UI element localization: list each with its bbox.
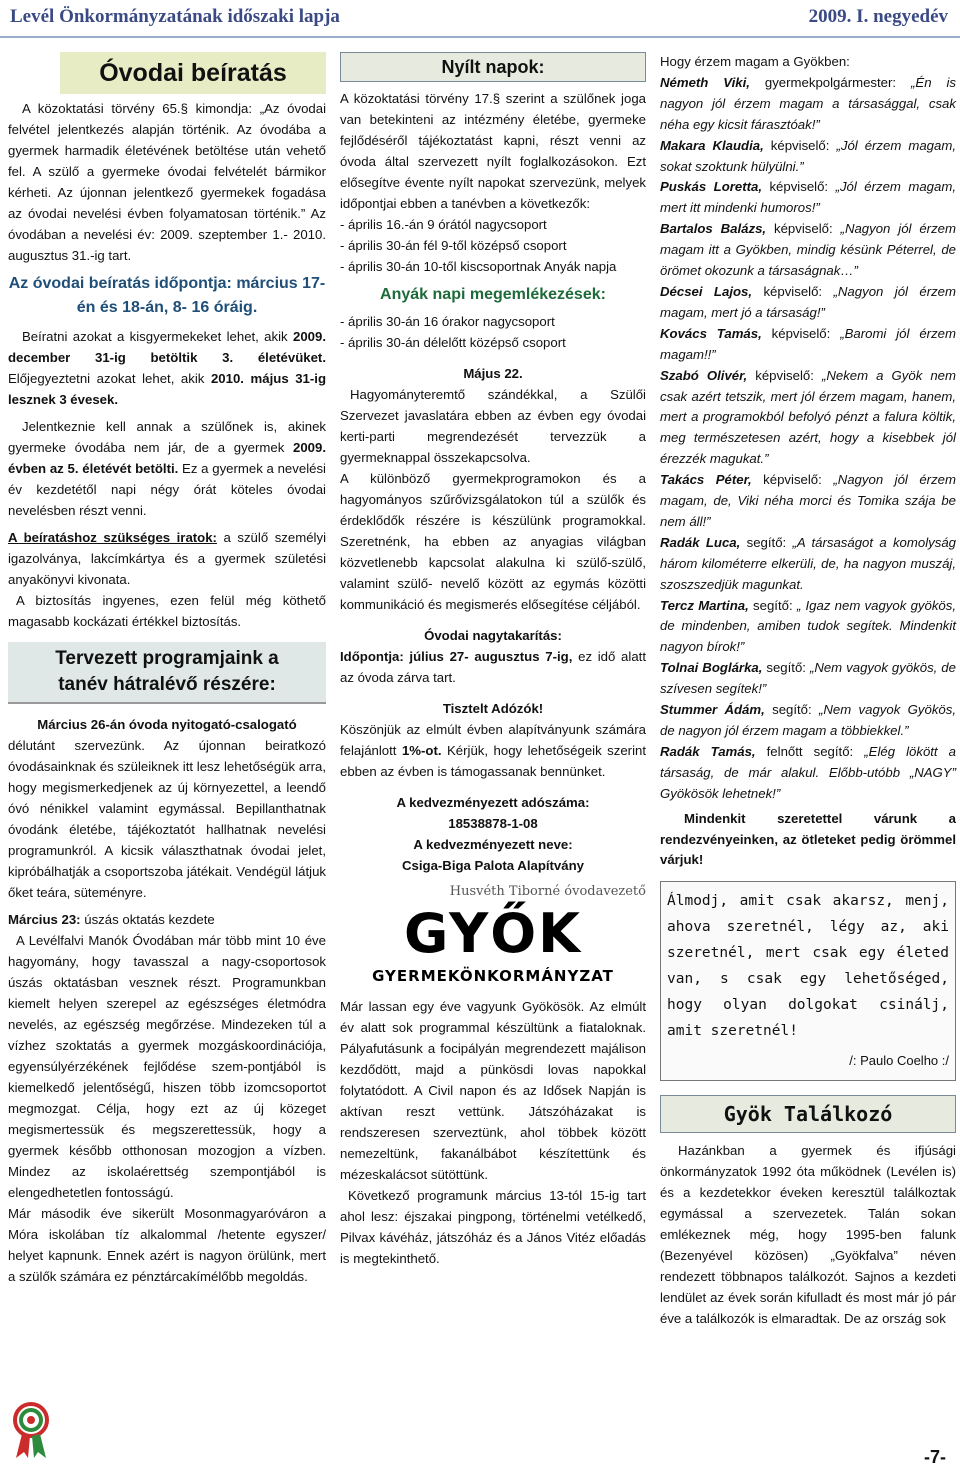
testimonial-name: Radák Tamás, [660,743,756,759]
testimonial-quote: „Jól érzem magam, sokat szoktunk hülyülni.” [660,137,956,174]
testimonial-name: Takács Péter, [660,472,752,488]
paragraph: Már második éve sikerült Mosonmagyaróváron a Móra iskolában tíz alkalommal /hetente egyszer/ helyet kapnunk. Ennek azért is nagyon örülünk, mert a szülők számára ez pénztárcakímélőbb megoldás. [8,1206,326,1284]
list-item: - április 16.-án 9 órától nagycsoport [340,217,547,232]
cleaning-heading: Óvodai nagytakarítás: [424,628,562,643]
testimonial-role: képviselő: [771,325,831,341]
testimonial [660,324,956,366]
testimonial-role: segítő: [772,702,812,718]
testimonial-quote: „Én is nagyon jól érzem magam a társasággal, csak néha egy kicsit fárasztóak!” [660,74,956,132]
testimonial-role: képviselő: [755,367,814,383]
list-item: - április 30-án fél 9-től középső csoport [340,238,567,253]
open-days-heading: Nyílt napok: [441,57,545,77]
testimonial-role: képviselő: [770,137,830,153]
paragraph: Hazánkban a gyermek és ifjúsági önkormányzatok 1992 óta működnek (Levélen is) és a kezdetekkor éveken keresztül találkoztak egymással a szervezetek. Talán sokan emlékeznek még, hogy 1995-ben falunk (Bezenyével közösen) „Gyökfalva” néven rendezett többnapos találkozót. Sajnos a kezdeti lendület az évek során kifulladt és most már jó pár éve a találkozók is elmaradtak. De az ország sok [660,1143,956,1326]
paragraph [8,326,326,410]
list-item: - április 30-án délelőtt középső csoport [340,335,566,350]
closing: Mindenkit szeretettel várunk a rendezvényeinken, az ötleteket pedig örömmel várjuk! [660,810,956,868]
paragraph: Következő programunk március 13-tól 15-ig tart ahol lesz: éjszakai pingpong, történelmi vetélkedő, Pilvax kávéház, játszóház és a János Vitéz előadás is megtekinthető. [340,1188,646,1266]
testimonial [660,596,956,659]
testimonial [660,366,956,471]
page-header [0,0,960,38]
testimonial [660,177,956,219]
gyok-meeting-heading-box [660,1095,956,1133]
gyok-meeting-heading: Gyök Találkozó [723,1102,893,1127]
testimonial [660,700,956,742]
intro: Hogy érzem magam a Gyökben: [660,54,850,69]
foundation-name: Csiga-Biga Palota Alapítvány [402,858,584,873]
testimonial [660,73,956,136]
testimonial-role: képviselő: [774,221,833,237]
text: a szülő személyi igazolványa, lakcímkártya és a gyermek születési anyakönyvi kivonata. [8,530,326,587]
text: Beíratni azokat a kisgyermekeket lehet, akik [22,329,288,344]
paragraph [340,646,646,688]
testimonial-name: Németh Viki, [660,74,750,90]
logo-word: GYŐK [404,902,582,965]
logo-subtitle: GYERMEKÖNKORMÁNYZAT [372,967,614,985]
testimonial-role: segítő: [766,660,806,676]
list-item: - április 30-án 16 órakor nagycsoport [340,314,555,329]
paragraph [8,416,326,521]
text: Jelentkeznie kell annak a szülőnek is, akinek gyermeke óvodába nem jár, de a gyermek [8,419,326,455]
programs-heading-box [8,642,326,704]
testimonial [660,282,956,324]
testimonial-role: segítő: [753,597,793,613]
paragraph: A biztosítás ingyenes, ezen felül még köthető magasabb kockázati értékkel biztosítás. [8,593,326,629]
header-issue: 2009. I. negyedév [808,6,948,27]
taxpayers-heading: Tisztelt Adózók! [442,701,544,716]
testimonial-name: Makara Klaudia, [660,137,764,153]
paragraph: délutánt szervezünk. Az újonnan beiratkozó óvodásainknak és szüleiknek itt lesz lehetőségük arra, hogy megismerkedjenek az új környezettel, a leendő óvó nénikkel valamint egymással. Bepillanthatnak óvodánk életébe, tájékoztatót hallhatnak nevelési programunkról. A kicsik választhatnak óvodai jelet, kipróbálhatják a csoportszoba játékait. Vendégül látjuk őket teára, süteményre. [8,738,326,900]
text-bold: Időpontja: július 27- augusztus 7-ig, [340,649,573,664]
testimonial [660,658,956,700]
testimonial [660,533,956,596]
text-bold: A beíratáshoz szükséges iratok: [8,530,217,545]
testimonial-name: Kovács Tamás, [660,325,762,341]
list-item: - április 30-án 10-től kiscsoportnak Anyák napja [340,259,617,274]
quote-box [660,881,956,1081]
testimonial-role: gyermekpolgármester: [764,74,897,90]
text: úszás oktatás kezdete [84,912,215,927]
testimonial-quote: „Nagyon jól érzem magam itt a Gyökben, mindig késünk Péterrel, de örömet okozunk a társaságnak…” [660,221,956,279]
testimonial [660,742,956,805]
paragraph: Hagyományteremtő szándékkal, a Szülői Szervezet javaslatára ebben az évben egy óvodai kerti-parti megrendezését tervezzük a gyermeknappal összekapcsolva. [340,387,646,465]
testimonial-quote: „Nekem a Gyök nem csak azért tetszik, mert jól érzem magam, hanem, mert a programokból befolyó pénzt a falura költik, meg természetesen azért, hogy a kisebbek jól érezzék magukat.” [660,367,956,467]
paragraph [8,909,326,930]
column-kindergarten-enrolment [8,52,326,1287]
page-number: -7- [924,1447,946,1467]
text: Kérjük, hogy lehetőségeik szerint ebben az évben is támogassanak bennünket. [340,743,647,779]
testimonial-role: képviselő: [769,179,829,195]
testimonial-role: felnőtt segítő: [766,743,854,759]
text-bold: Március 23: [8,912,81,927]
quote-text: Álmodj, amit csak akarsz, menj, ahova szeretnél, légy az, aki szeretnél, mert csak egy életed van, s csak egy lehetőséged, hogy olyan dolgokat csinálj, amit szeretnél! [667,893,949,1040]
testimonial-quote: „Nem vagyok Gyökös, de nagyon jól érzem magam a többiekkel.” [660,702,956,738]
testimonial-name: Radák Luca, [660,534,741,550]
testimonial-role: képviselő: [763,472,822,488]
testimonial [660,470,956,533]
text: ez idő alatt az óvoda zárva tart. [340,649,646,685]
event-heading: Május 22. [463,366,523,381]
gyok-logo [340,882,646,986]
testimonial-name: Szabó Olivér, [660,367,748,383]
paragraph: A Levélfalvi Manók Óvodában már több mint 10 éve hagyomány, hogy tavasszal a nagy-csoportosok úszás oktatásban vesznek részt. Programunkban kiemelt helyen szerepel az egészséges életmódra nevelés, az egészség megőrzése. Mindezeken túl a vízhez szoktatás a gyermek mozgáskoordinációja, egyensúlyérzékének fejlődése szem-pontjából is kiemelkedő jelentőségű, hiszen több izomcsoportot megmozgat. Célja, hogy ezt az új közeget megismertessük és megszerettessük, hogy a gyermek később otthonosan mozogjon a vízben. Mindez az iskolaérettség szempontjából is elengedhetetlen fontosságú. [8,933,326,1200]
signature: Husvéth Tiborné óvodavezető [449,884,646,899]
mothers-day-heading: Anyák napi megemlékezések: [380,286,606,303]
title-box [60,52,326,94]
open-days-heading-box [340,52,646,82]
testimonial-quote: „A társaságot a komolyság három kilométerre elkerüli, de, ha nagyon muszáj, szoszszedjük magunkat. [660,534,956,592]
entries-list [660,73,956,805]
testimonial-name: Stummer Ádám, [660,702,765,718]
header-publication: Levél Önkormányzatának időszaki lapja [10,6,340,27]
text: Ez a gyermek a nevelési év kezdetétől napi négy órát köteles óvodai nevelésben részt venni. [8,461,326,518]
testimonial-quote: „Jól érzem magam, mert itt mindenki humoros!” [660,179,956,216]
testimonial-quote: „Baromi jól érzem magam!!” [660,325,956,362]
testimonial-name: Puskás Loretta, [660,179,762,195]
paragraph [340,719,646,782]
enrolment-date-highlight: Az óvodai beíratás időpontja: március 17-én és 18-án, 8- 16 óráig. [8,275,326,316]
testimonial-role: segítő: [746,534,787,550]
paragraph: A különböző gyermekprogramokon és a hagyományos szűrővizsgálatokon túl a szülők és érdeklődők részére is készülünk programokkal. Szeretnénk, ha ebben az anyagias világban közvetlenebb kapcsolat alakulna ki szülő-szülő, valamint szülő- nevelő között az egymás közötti kommunikáció és megismerés elősegítése céljából. [340,471,646,612]
testimonial-name: Tercz Martina, [660,597,749,613]
rosette-icon [6,1400,56,1460]
testimonial-name: Bartalos Balázs, [660,221,767,237]
tax-number: 18538878-1-08 [448,816,538,831]
text-bold: 1%-ot. [401,743,442,758]
column-gyok [660,52,956,1330]
event-heading: Március 26-án óvoda nyitogató-csalogató [37,717,297,732]
text: Előjegyeztetni azokat lehet, akik [8,371,205,386]
testimonial [660,136,956,178]
testimonial-quote: „Nem vagyok gyökös, de szívesen segítek!” [660,660,956,697]
column-open-days [340,52,646,1269]
testimonial-quote: „Nagyon jól érzem magam, de, Viki néha morci és Tomika szája be nem áll!” [660,472,956,529]
text-bold: 2010. május 31-ig lesznek 3 évesek. [8,371,326,407]
paragraph: A közoktatási törvény 65.§ kimondja: „Az óvodai felvétel jelentkezés alapján történik. Az óvodába a gyermek harmadik életévének betöltése után vehető fel. A szülő a gyermeke óvodai felvételét bármikor kérheti. Az újonnan jelentkező gyermekek fogadása az óvodai nevelési évben folyamatosan történik.” Az óvodában a nevelési év: 2009. szeptember 1.- 2010. augusztus 31.-ig tart. [8,101,326,263]
text-bold: 2009. december 31-ig betöltik 3. életévüket. [8,329,326,365]
testimonial [660,219,956,282]
quote-author: /: Paulo Coelho :/ [849,1053,949,1069]
paragraph: A közoktatási törvény 17.§ szerint a szülőnek joga van betekinteni az intézmény életébe, gyermeke fejlődéséről tájékoztatást kapni, részt venni az óvoda által szervezett nyílt foglalkozásokon. Ezt elősegítve évente nyílt napokat szervezünk, melyek időpontjai ebben a tanévben a következők: [340,91,646,211]
article-title: Óvodai beíratás [99,59,287,87]
testimonial-name: Décsei Lajos, [660,283,753,299]
paragraph: Már lassan egy éve vagyunk Gyökösök. Az elmúlt év alatt sok programmal készültünk a fiataloknak. Pályafutásunk a focipályán megrendezett majálison kezdődött, majd a pünkösdi lovas napokkal folytatódott. A Civil napon és az Idősek Napján is aktívan reszt vettünk. Játszóházakat is rendszeresen szerveztünk, ahol többek között nemezeltünk, fakanálbábot készítettünk és mézeskalácsot sütöttünk. [340,999,646,1182]
testimonial-name: Tolnai Boglárka, [660,660,763,676]
testimonial-quote: „ Igaz nem vagyok gyökös, de mindenben, amiben tudok segítek. Mindenkit nagyon bírok!” [660,597,957,655]
tax-line: A kedvezményezett neve: [413,837,573,852]
testimonial-quote: „Elég lökött a társaság, de már alakul. Előbb-utóbb „NAGY” Gyökösök lehetnek!” [660,743,956,801]
testimonial-role: képviselő: [763,283,823,299]
programs-heading: Tervezett programjaink a tanév hátralévő részére: [55,648,279,695]
paragraph [8,527,326,590]
text: Köszönjük az elmúlt évben alapítványunk számára felajánlott [340,722,646,758]
tax-line: A kedvezményezett adószáma: [396,795,590,810]
text-bold: 2009. évben az 5. életévét betölti. [8,440,326,476]
testimonial-quote: „Nagyon jól érzem magam, mert jó a társaság!” [660,283,956,320]
